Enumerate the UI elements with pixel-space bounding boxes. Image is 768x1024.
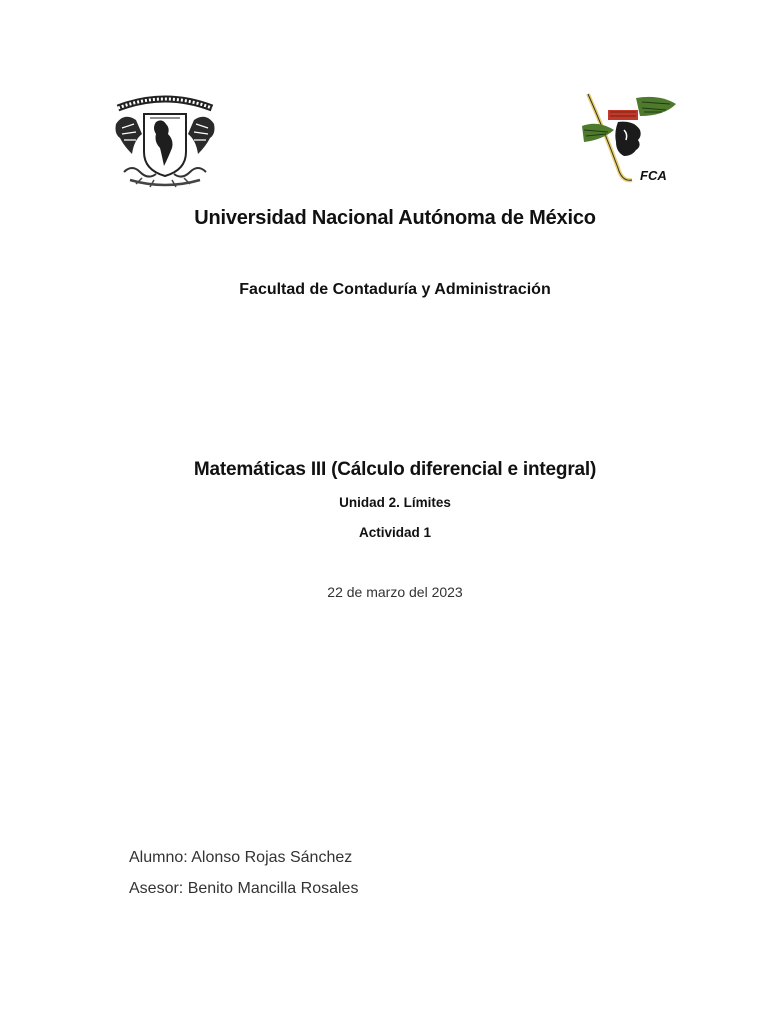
- fca-emblem-icon: [578, 90, 678, 188]
- unam-logo-image: [110, 94, 220, 192]
- faculty-name: Facultad de Contaduría y Administración: [239, 281, 551, 298]
- unam-shield-icon: [110, 94, 220, 192]
- university-name: Universidad Nacional Autónoma de México: [194, 207, 596, 229]
- student-name: Alumno: Alonso Rojas Sánchez: [129, 849, 353, 866]
- activity-title: Actividad 1: [358, 525, 432, 540]
- document-date: 22 de marzo del 2023: [327, 584, 463, 600]
- fca-caption: FCA: [640, 168, 667, 183]
- advisor-name: Asesor: Benito Mancilla Rosales: [129, 880, 359, 897]
- unit-title: Unidad 2. Límites: [339, 495, 451, 510]
- subject-title: Matemáticas III (Cálculo diferencial e integral): [193, 459, 597, 480]
- fca-logo-image: [578, 90, 678, 188]
